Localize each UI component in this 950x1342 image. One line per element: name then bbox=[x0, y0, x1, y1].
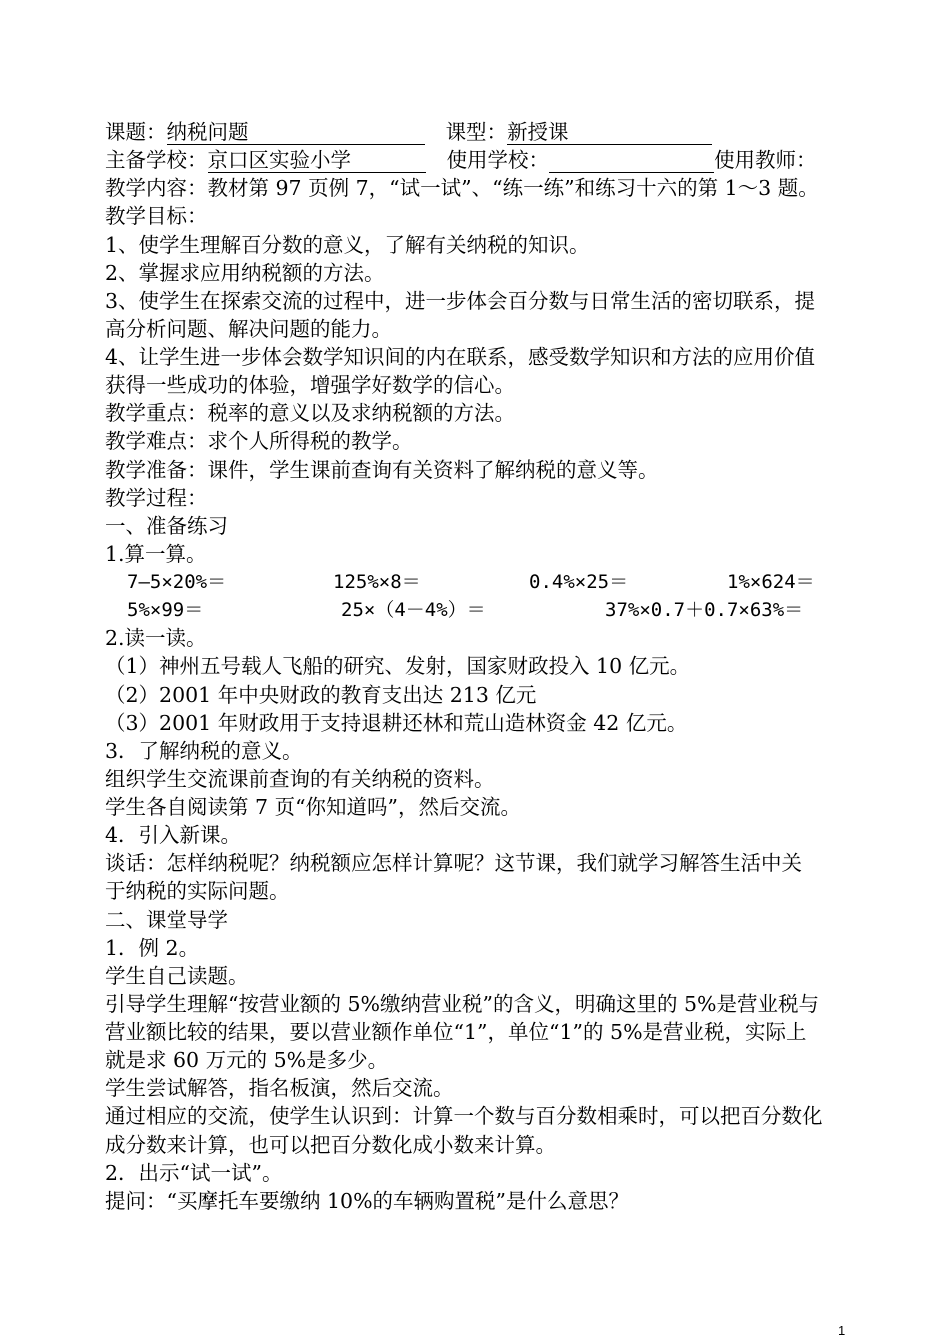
text-line: 学生自己读题。 bbox=[105, 964, 249, 988]
text-line: 组织学生交流课前查询的有关纳税的资料。 bbox=[105, 767, 495, 791]
text-line: 2.读一读。 bbox=[105, 626, 207, 650]
text-line: （1）神州五号载人飞船的研究、发射，国家财政投入 10 亿元。 bbox=[105, 654, 691, 678]
text-line: 谈话：怎样纳税呢？纳税额应怎样计算呢？这节课，我们就学习解答生活中关 bbox=[105, 851, 802, 875]
math-expression: 25×（4－4%）＝ bbox=[341, 599, 486, 621]
text-line: 1、使学生理解百分数的意义，了解有关纳税的知识。 bbox=[105, 233, 590, 257]
type-label: 课型： bbox=[445, 120, 508, 144]
header-row-school bbox=[105, 146, 850, 174]
text-line: 3．了解纳税的意义。 bbox=[105, 739, 303, 763]
math-expression: 125%×8＝ bbox=[333, 571, 421, 593]
math-expression: 0.4%×25＝ bbox=[529, 571, 629, 593]
text-line: 1.算一算。 bbox=[105, 542, 207, 566]
text-line: 2．出示“试一试”。 bbox=[105, 1161, 283, 1185]
text-line: 学生尝试解答，指名板演，然后交流。 bbox=[105, 1076, 454, 1100]
text-line: 4．引入新课。 bbox=[105, 823, 242, 847]
text-line: 2、掌握求应用纳税额的方法。 bbox=[105, 261, 385, 285]
use-school-label: 使用学校： bbox=[446, 148, 550, 172]
topic-value: 纳税问题 bbox=[167, 120, 425, 145]
text-line: 教学准备：课件，学生课前查询有关资料了解纳税的意义等。 bbox=[105, 458, 659, 482]
page-number: 1 bbox=[838, 1323, 846, 1338]
text-line: 营业额比较的结果，要以营业额作单位“1”，单位“1”的 5%是营业税，实际上 bbox=[105, 1020, 807, 1044]
text-line: 一、准备练习 bbox=[105, 514, 228, 538]
header-row-topic bbox=[105, 118, 850, 146]
math-expression: 37%×0.7＋0.7×63%＝ bbox=[605, 599, 804, 621]
text-line: 1．例 2。 bbox=[105, 936, 200, 960]
math-expression: 1%×624＝ bbox=[727, 571, 815, 593]
text-line: 获得一些成功的体验，增强学好数学的信心。 bbox=[105, 373, 515, 397]
type-value: 新授课 bbox=[507, 120, 712, 145]
topic-label: 课题： bbox=[105, 120, 167, 144]
math-expression: 5%×99＝ bbox=[127, 599, 204, 621]
text-line: 就是求 60 万元的 5%是多少。 bbox=[105, 1048, 389, 1072]
text-line: （2）2001 年中央财政的教育支出达 213 亿元 bbox=[105, 683, 537, 707]
text-line: 提问：“买摩托车要缴纳 10%的车辆购置税”是什么意思？ bbox=[105, 1189, 630, 1213]
text-line: 成分数来计算，也可以把百分数化成小数来计算。 bbox=[105, 1133, 556, 1157]
text-line: 教学过程： bbox=[105, 486, 208, 510]
text-line: （3）2001 年财政用于支持退耕还林和荒山造林资金 42 亿元。 bbox=[105, 711, 688, 735]
text-line: 引导学生理解“按营业额的 5%缴纳营业税”的含义，明确这里的 5%是营业税与 bbox=[105, 992, 820, 1016]
text-line: 二、课堂导学 bbox=[105, 908, 228, 932]
use-school-blank bbox=[549, 148, 714, 173]
text-line: 教学重点：税率的意义以及求纳税额的方法。 bbox=[105, 401, 515, 425]
text-line: 教学难点：求个人所得税的教学。 bbox=[105, 429, 413, 453]
text-line: 教学目标： bbox=[105, 204, 208, 228]
text-line: 学生各自阅读第 7 页“你知道吗”，然后交流。 bbox=[105, 795, 522, 819]
use-teacher-label: 使用教师： bbox=[714, 148, 817, 172]
text-line: 4、让学生进一步体会数学知识间的内在联系，感受数学知识和方法的应用价值 bbox=[105, 345, 816, 369]
text-line: 通过相应的交流，使学生认识到：计算一个数与百分数相乘时，可以把百分数化 bbox=[105, 1104, 823, 1128]
text-line: 3、使学生在探索交流的过程中，进一步体会百分数与日常生活的密切联系，提 bbox=[105, 289, 816, 313]
math-expression: 7—5×20%＝ bbox=[127, 571, 227, 593]
main-school-label: 主备学校： bbox=[105, 148, 208, 172]
text-line: 高分析问题、解决问题的能力。 bbox=[105, 317, 392, 341]
main-school-value: 京口区实验小学 bbox=[208, 148, 426, 173]
text-line: 教学内容：教材第 97 页例 7，“试一试”、“练一练”和练习十六的第 1～3 题。 bbox=[105, 176, 819, 200]
text-line: 于纳税的实际问题。 bbox=[105, 879, 290, 903]
